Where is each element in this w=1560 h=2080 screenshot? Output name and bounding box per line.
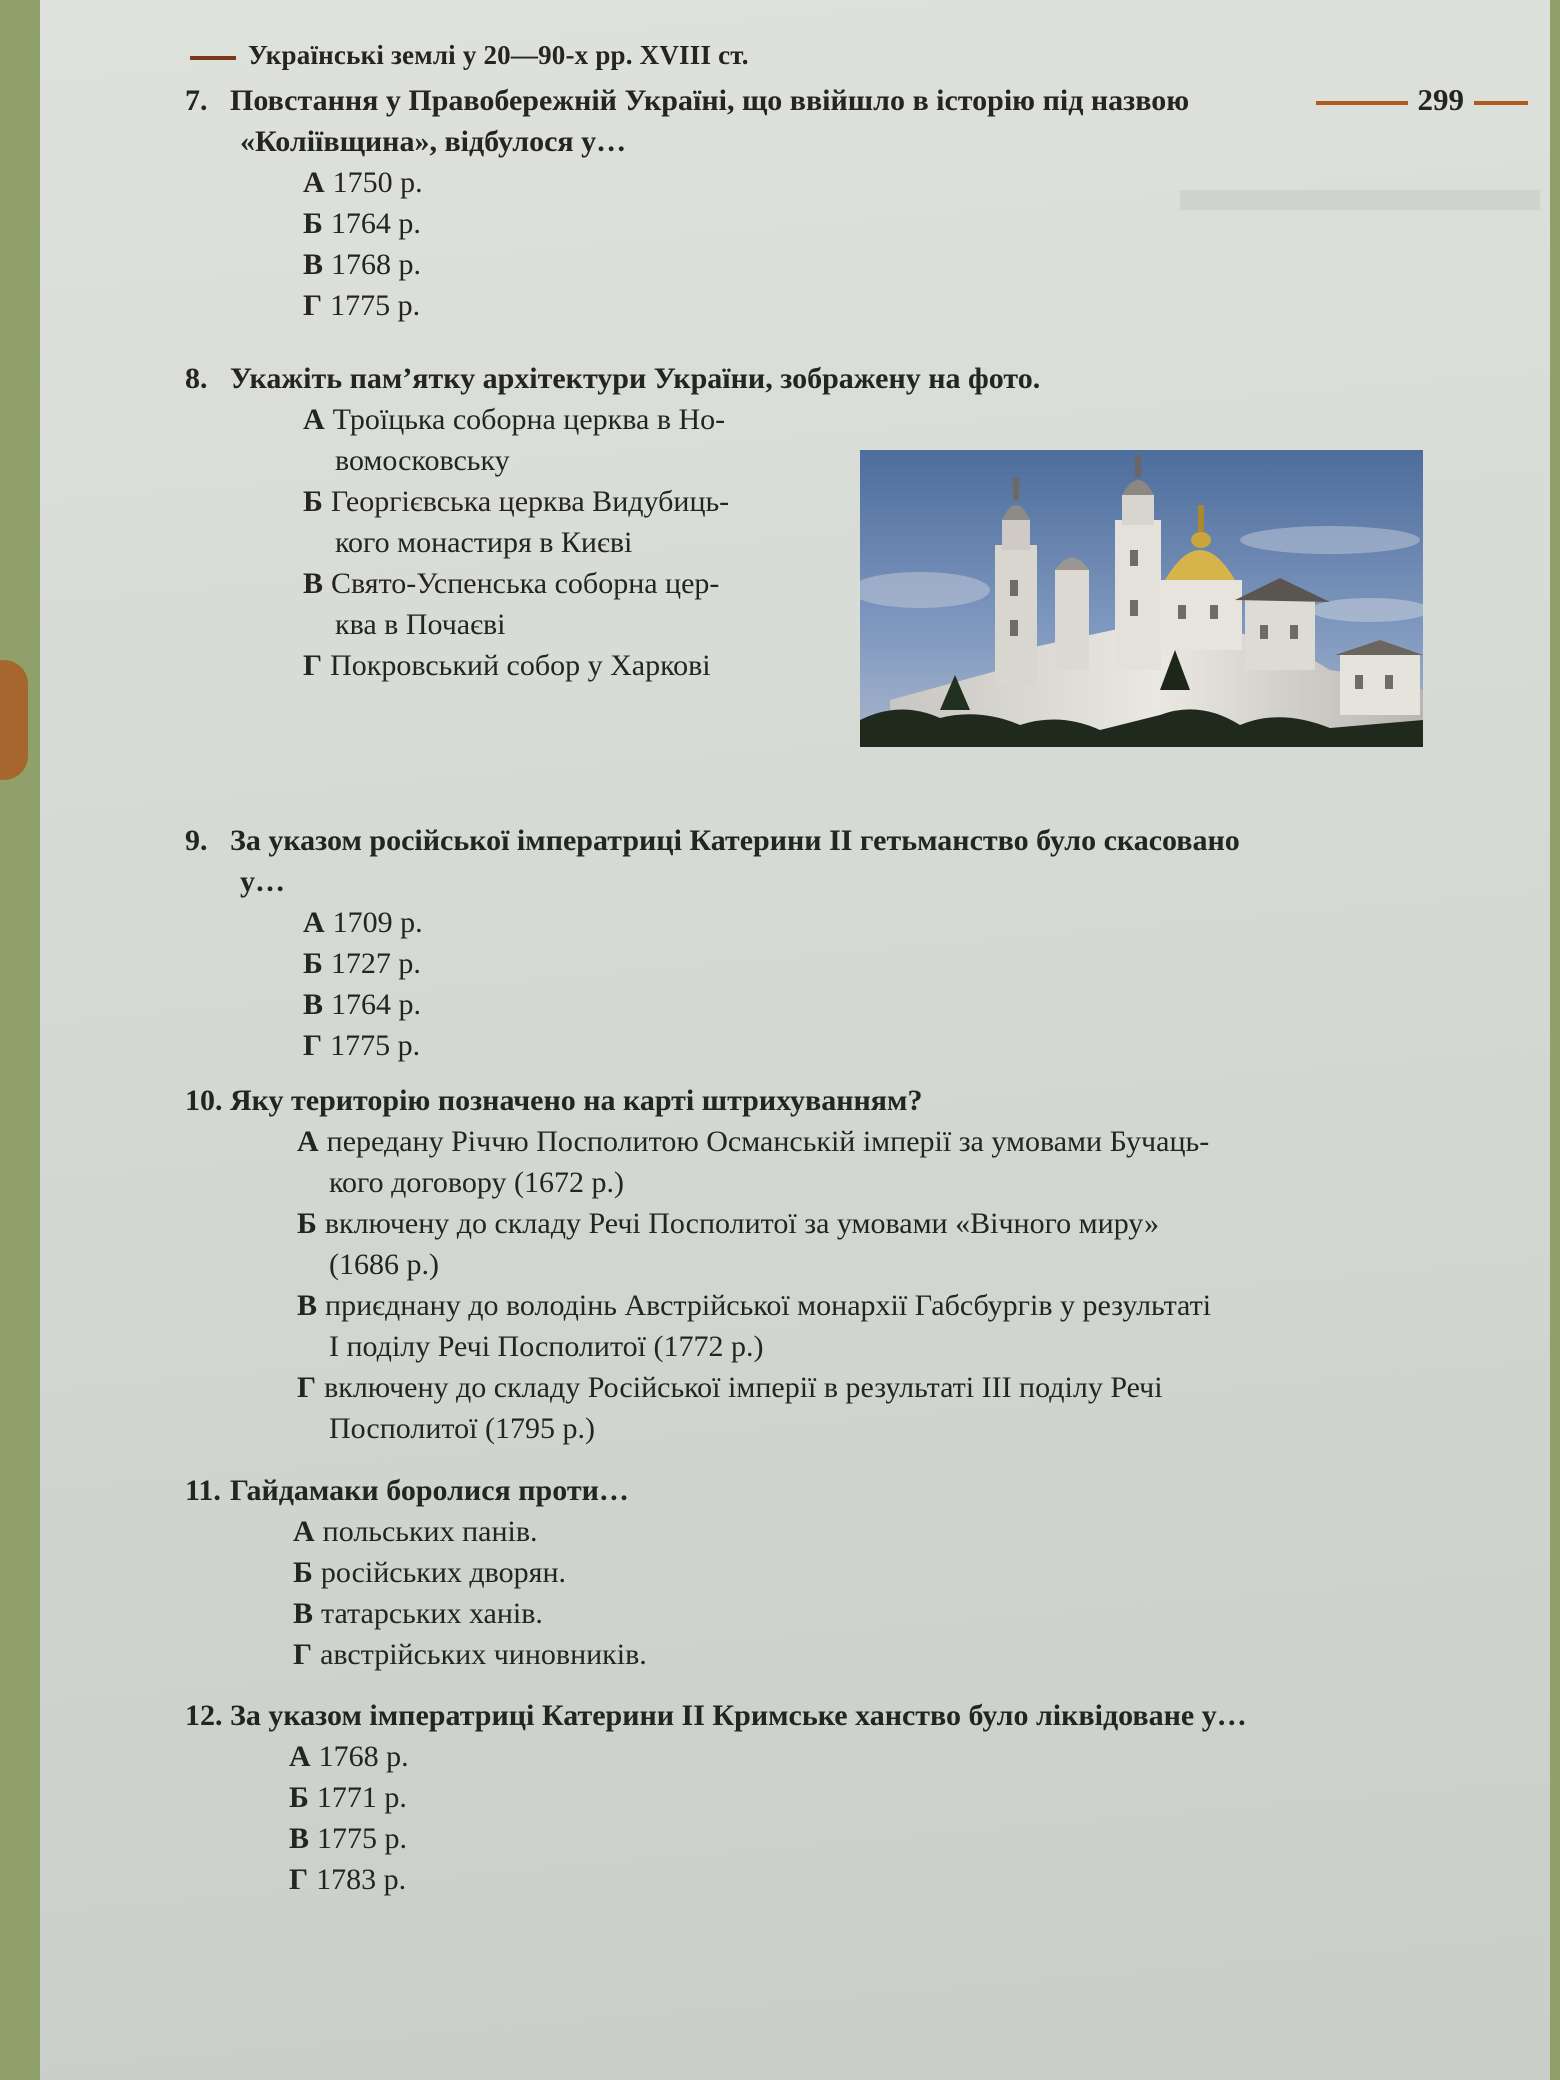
question-7-text — [185, 80, 1465, 162]
question-9-line1: За указом російської імператриці Катерини II гетьманство було скасовано — [230, 824, 1240, 857]
question-9 — [185, 820, 1465, 1066]
question-12-line1: За указом імператриці Катерини II Кримське ханство було ліквідоване у… — [230, 1699, 1247, 1732]
option[interactable] — [303, 902, 1465, 943]
option-text-cont: Посполитої (1795 р.) — [329, 1412, 595, 1445]
option[interactable] — [289, 1818, 1465, 1859]
option-letter: А — [303, 166, 325, 199]
option-letter: В — [303, 248, 324, 281]
option[interactable] — [293, 1593, 1465, 1634]
question-10-number: 10. — [185, 1084, 223, 1117]
question-8-text — [185, 358, 1465, 399]
option-letter: Б — [303, 947, 323, 980]
option-letter: В — [297, 1289, 318, 1322]
option-text: включену до складу Речі Посполитої за умовами «Вічного миру» — [324, 1207, 1160, 1240]
option-text: 1768 р. — [331, 248, 422, 281]
question-11-options — [293, 1511, 1465, 1675]
option-text: татарських ханів. — [321, 1597, 543, 1630]
option-text-cont: ква в Почаєві — [335, 608, 506, 641]
option-letter: Г — [303, 649, 323, 682]
monastery-photo-drawing — [860, 450, 1423, 747]
option[interactable] — [303, 1025, 1465, 1066]
monastery-photo — [860, 450, 1423, 747]
option-letter: Б — [303, 207, 323, 240]
option[interactable] — [303, 162, 1465, 203]
question-11-number: 11. — [185, 1474, 221, 1507]
option-letter: Г — [297, 1371, 317, 1404]
option-letter: Б — [293, 1556, 313, 1589]
option-letter: Б — [289, 1781, 309, 1814]
page-number-rule-right — [1474, 101, 1528, 105]
option-text: включену до складу Російської імперії в результаті III поділу Речі — [324, 1371, 1163, 1404]
question-7-options — [303, 162, 1465, 326]
option-letter: А — [303, 906, 325, 939]
question-9-options — [303, 902, 1465, 1066]
option-letter: А — [297, 1125, 319, 1158]
option-text: 1783 р. — [316, 1863, 407, 1896]
question-10-text — [185, 1080, 1465, 1121]
option[interactable] — [293, 1511, 1465, 1552]
question-12-text — [185, 1695, 1465, 1736]
question-9-text — [185, 820, 1465, 902]
option[interactable] — [303, 285, 1465, 326]
question-9-number: 9. — [185, 824, 208, 857]
option-text: приєднану до володінь Австрійської монархії Габсбургів у результаті — [325, 1289, 1212, 1322]
option-text: 1764 р. — [331, 988, 422, 1021]
option-text-cont: кого монастиря в Києві — [335, 526, 633, 559]
option[interactable] — [297, 1121, 1465, 1203]
option-text: 1775 р. — [330, 289, 421, 322]
option-text: 1771 р. — [316, 1781, 407, 1814]
option-letter: В — [293, 1597, 314, 1630]
option-text-cont: вомосковську — [335, 444, 510, 477]
running-head — [190, 40, 749, 71]
option-letter: А — [303, 403, 325, 436]
running-head-title: Українські землі у 20—90-х рр. XVIII ст. — [248, 40, 749, 70]
question-7 — [185, 80, 1465, 326]
question-11-text — [185, 1470, 1465, 1511]
option-text-cont: кого договору (1672 р.) — [329, 1166, 624, 1199]
question-8-line1: Укажіть пам’ятку архітектури України, зображену на фото. — [230, 362, 1041, 395]
question-10 — [185, 1080, 1465, 1449]
option[interactable] — [293, 1634, 1465, 1675]
option-letter: В — [303, 567, 324, 600]
question-9-line2: у… — [240, 865, 285, 898]
question-7-line1: Повстання у Правобережній Україні, що ввійшло в історію під назвою — [230, 84, 1190, 117]
question-7-line2: «Коліївщина», відбулося у… — [240, 125, 627, 158]
option-letter: Г — [289, 1863, 309, 1896]
option[interactable] — [297, 1285, 1465, 1367]
option-text: австрійських чиновників. — [320, 1638, 647, 1671]
option-text-cont: (1686 р.) — [329, 1248, 439, 1281]
option[interactable] — [289, 1736, 1465, 1777]
question-10-line1: Яку територію позначено на карті штрихуванням? — [230, 1084, 923, 1117]
option-text: 1727 р. — [330, 947, 421, 980]
question-12-number: 12. — [185, 1699, 223, 1732]
option-text: 1750 р. — [332, 166, 423, 199]
option-text: 1764 р. — [330, 207, 421, 240]
option[interactable] — [297, 1367, 1465, 1449]
option-text: Троїцька соборна церква в Но- — [332, 403, 726, 436]
option-letter: А — [293, 1515, 315, 1548]
option[interactable] — [289, 1859, 1465, 1900]
textbook-page — [40, 0, 1550, 2080]
option[interactable] — [303, 203, 1465, 244]
option[interactable] — [303, 984, 1465, 1025]
option[interactable] — [293, 1552, 1465, 1593]
option-text: 1775 р. — [317, 1822, 408, 1855]
question-7-number: 7. — [185, 84, 208, 117]
option-letter: В — [303, 988, 324, 1021]
option-text: російських дворян. — [320, 1556, 566, 1589]
option-text: 1709 р. — [332, 906, 423, 939]
option-letter: Г — [293, 1638, 313, 1671]
page-number-value: 299 — [1417, 82, 1464, 117]
option[interactable] — [303, 244, 1465, 285]
question-10-options — [297, 1121, 1465, 1449]
option-letter: В — [289, 1822, 310, 1855]
running-head-rule — [190, 56, 236, 60]
option[interactable] — [303, 943, 1465, 984]
option-letter: Б — [303, 485, 323, 518]
option-text-cont: I поділу Речі Посполитої (1772 р.) — [329, 1330, 764, 1363]
question-11-line1: Гайдамаки боролися проти… — [230, 1474, 629, 1507]
option-text: Георгієвська церква Видубиць- — [330, 485, 730, 518]
option[interactable] — [289, 1777, 1465, 1818]
option[interactable] — [297, 1203, 1465, 1285]
option-letter: Г — [303, 1029, 323, 1062]
question-12-options — [289, 1736, 1465, 1900]
question-12 — [185, 1695, 1465, 1900]
option-text: Покровський собор у Харкові — [330, 649, 711, 682]
option-text: передану Річчю Посполитою Османській імперії за умовами Бучаць- — [326, 1125, 1210, 1158]
option-text: польських панів. — [322, 1515, 538, 1548]
option-text: 1768 р. — [318, 1740, 409, 1773]
question-8-number: 8. — [185, 362, 208, 395]
option-text: 1775 р. — [330, 1029, 421, 1062]
option-letter: Г — [303, 289, 323, 322]
option-text: Свято-Успенська соборна цер- — [331, 567, 720, 600]
question-11 — [185, 1470, 1465, 1675]
option-letter: Б — [297, 1207, 317, 1240]
option-letter: А — [289, 1740, 311, 1773]
finger-edge — [0, 660, 28, 780]
